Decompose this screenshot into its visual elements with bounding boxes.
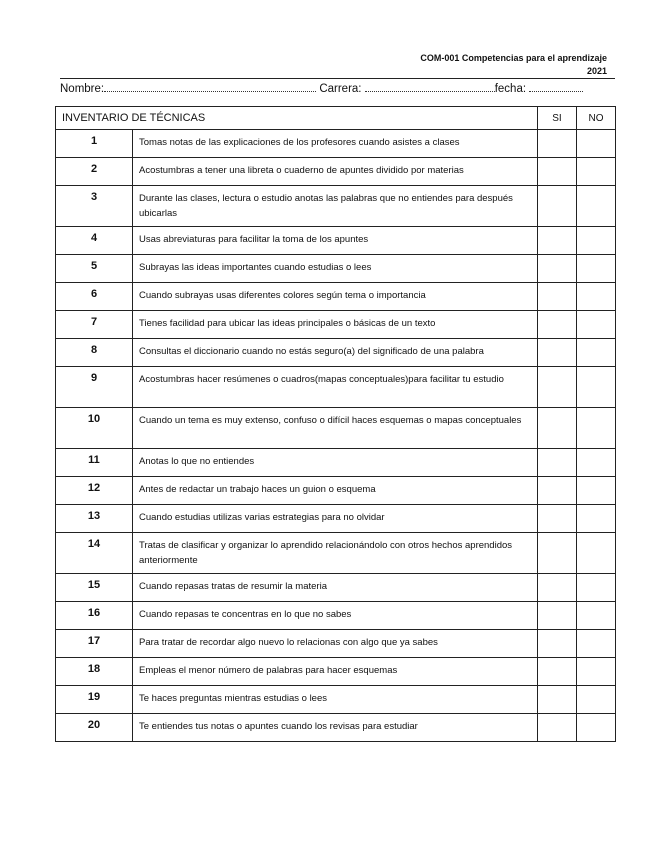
item-number: 12: [56, 477, 133, 505]
si-checkbox-cell[interactable]: [538, 255, 577, 283]
table-row: [56, 602, 616, 630]
table-row: [56, 158, 616, 186]
item-number: 13: [56, 505, 133, 533]
si-checkbox-cell[interactable]: [538, 574, 577, 602]
si-checkbox-cell[interactable]: [538, 505, 577, 533]
table-title: INVENTARIO DE TÉCNICAS: [56, 107, 538, 130]
table-row: [56, 686, 616, 714]
table-row: [56, 505, 616, 533]
item-text: Tratas de clasificar y organizar lo aprendido relacionándolo con otros hechos aprendidos anteriormente: [133, 533, 538, 574]
item-number: 17: [56, 630, 133, 658]
table-body: [56, 130, 616, 742]
item-number: 9: [56, 367, 133, 408]
item-number: 1: [56, 130, 133, 158]
item-text: Cuando estudias utilizas varias estrategias para no olvidar: [133, 505, 538, 533]
item-number: 4: [56, 227, 133, 255]
item-text: Tomas notas de las explicaciones de los profesores cuando asistes a clases: [133, 130, 538, 158]
table-row: [56, 449, 616, 477]
item-text: Te haces preguntas mientras estudias o lees: [133, 686, 538, 714]
item-number: 14: [56, 533, 133, 574]
no-checkbox-cell[interactable]: [577, 630, 616, 658]
table-row: [56, 533, 616, 574]
item-number: 10: [56, 408, 133, 449]
item-number: 6: [56, 283, 133, 311]
item-text: Durante las clases, lectura o estudio anotas las palabras que no entiendes para después ubicarlas: [133, 186, 538, 227]
techniques-inventory-table: [55, 106, 616, 742]
item-text: Antes de redactar un trabajo haces un guion o esquema: [133, 477, 538, 505]
si-checkbox-cell[interactable]: [538, 408, 577, 449]
no-checkbox-cell[interactable]: [577, 227, 616, 255]
item-text: Acostumbras hacer resúmenes o cuadros(mapas conceptuales)para facilitar tu estudio: [133, 367, 538, 408]
si-checkbox-cell[interactable]: [538, 186, 577, 227]
table-row: [56, 630, 616, 658]
table-row: [56, 130, 616, 158]
item-number: 20: [56, 714, 133, 742]
item-text: Cuando subrayas usas diferentes colores según tema o importancia: [133, 283, 538, 311]
si-checkbox-cell[interactable]: [538, 602, 577, 630]
no-checkbox-cell[interactable]: [577, 602, 616, 630]
no-checkbox-cell[interactable]: [577, 408, 616, 449]
item-number: 19: [56, 686, 133, 714]
table-row: [56, 367, 616, 408]
item-number: 15: [56, 574, 133, 602]
si-checkbox-cell[interactable]: [538, 227, 577, 255]
no-checkbox-cell[interactable]: [577, 186, 616, 227]
item-text: Consultas el diccionario cuando no estás seguro(a) del significado de una palabra: [133, 339, 538, 367]
fecha-label: fecha:: [494, 83, 527, 95]
no-checkbox-cell[interactable]: [577, 283, 616, 311]
item-text: Para tratar de recordar algo nuevo lo relacionas con algo que ya sabes: [133, 630, 538, 658]
item-number: 5: [56, 255, 133, 283]
table-row: [56, 408, 616, 449]
no-checkbox-cell[interactable]: [577, 255, 616, 283]
si-checkbox-cell[interactable]: [538, 367, 577, 408]
table-row: [56, 714, 616, 742]
item-text: Empleas el menor número de palabras para hacer esquemas: [133, 658, 538, 686]
item-number: 2: [56, 158, 133, 186]
no-checkbox-cell[interactable]: [577, 449, 616, 477]
item-text: Tienes facilidad para ubicar las ideas principales o básicas de un texto: [133, 311, 538, 339]
no-checkbox-cell[interactable]: [577, 158, 616, 186]
table-row: [56, 574, 616, 602]
si-checkbox-cell[interactable]: [538, 311, 577, 339]
no-checkbox-cell[interactable]: [577, 574, 616, 602]
no-checkbox-cell[interactable]: [577, 505, 616, 533]
column-header-si: SI: [538, 107, 577, 130]
carrera-field[interactable]: [365, 81, 495, 92]
table-row: [56, 186, 616, 227]
document-code-title: COM-001 Competencias para el aprendizaje: [420, 53, 607, 63]
document-code-year: 2021: [586, 66, 607, 76]
document-code: [347, 52, 607, 78]
item-number: 3: [56, 186, 133, 227]
item-text: Cuando repasas te concentras en lo que no sabes: [133, 602, 538, 630]
item-text: Te entiendes tus notas o apuntes cuando los revisas para estudiar: [133, 714, 538, 742]
si-checkbox-cell[interactable]: [538, 714, 577, 742]
fecha-field[interactable]: [529, 81, 583, 92]
item-text: Subrayas las ideas importantes cuando estudias o lees: [133, 255, 538, 283]
carrera-label: Carrera:: [319, 83, 362, 95]
table-row: [56, 283, 616, 311]
table-row: [56, 227, 616, 255]
nombre-label: Nombre:: [60, 83, 105, 95]
no-checkbox-cell[interactable]: [577, 714, 616, 742]
item-number: 11: [56, 449, 133, 477]
si-checkbox-cell[interactable]: [538, 658, 577, 686]
table-row: [56, 658, 616, 686]
no-checkbox-cell[interactable]: [577, 339, 616, 367]
table-row: [56, 339, 616, 367]
item-text: Usas abreviaturas para facilitar la toma de los apuntes: [133, 227, 538, 255]
item-number: 7: [56, 311, 133, 339]
no-checkbox-cell[interactable]: [577, 658, 616, 686]
table-row: [56, 477, 616, 505]
nombre-field[interactable]: [104, 81, 316, 92]
no-checkbox-cell[interactable]: [577, 533, 616, 574]
student-info-line: [60, 78, 615, 95]
si-checkbox-cell[interactable]: [538, 630, 577, 658]
si-checkbox-cell[interactable]: [538, 130, 577, 158]
si-checkbox-cell[interactable]: [538, 533, 577, 574]
si-checkbox-cell[interactable]: [538, 158, 577, 186]
si-checkbox-cell[interactable]: [538, 477, 577, 505]
no-checkbox-cell[interactable]: [577, 367, 616, 408]
item-text: Acostumbras a tener una libreta o cuaderno de apuntes dividido por materias: [133, 158, 538, 186]
table-row: [56, 311, 616, 339]
item-number: 16: [56, 602, 133, 630]
no-checkbox-cell[interactable]: [577, 311, 616, 339]
item-text: Anotas lo que no entiendes: [133, 449, 538, 477]
item-text: Cuando repasas tratas de resumir la materia: [133, 574, 538, 602]
column-header-no: NO: [577, 107, 616, 130]
no-checkbox-cell[interactable]: [577, 477, 616, 505]
no-checkbox-cell[interactable]: [577, 130, 616, 158]
item-number: 8: [56, 339, 133, 367]
table-row: [56, 255, 616, 283]
si-checkbox-cell[interactable]: [538, 283, 577, 311]
si-checkbox-cell[interactable]: [538, 339, 577, 367]
item-number: 18: [56, 658, 133, 686]
table-header-row: [56, 107, 616, 130]
si-checkbox-cell[interactable]: [538, 449, 577, 477]
no-checkbox-cell[interactable]: [577, 686, 616, 714]
item-text: Cuando un tema es muy extenso, confuso o difícil haces esquemas o mapas conceptuales: [133, 408, 538, 449]
si-checkbox-cell[interactable]: [538, 686, 577, 714]
